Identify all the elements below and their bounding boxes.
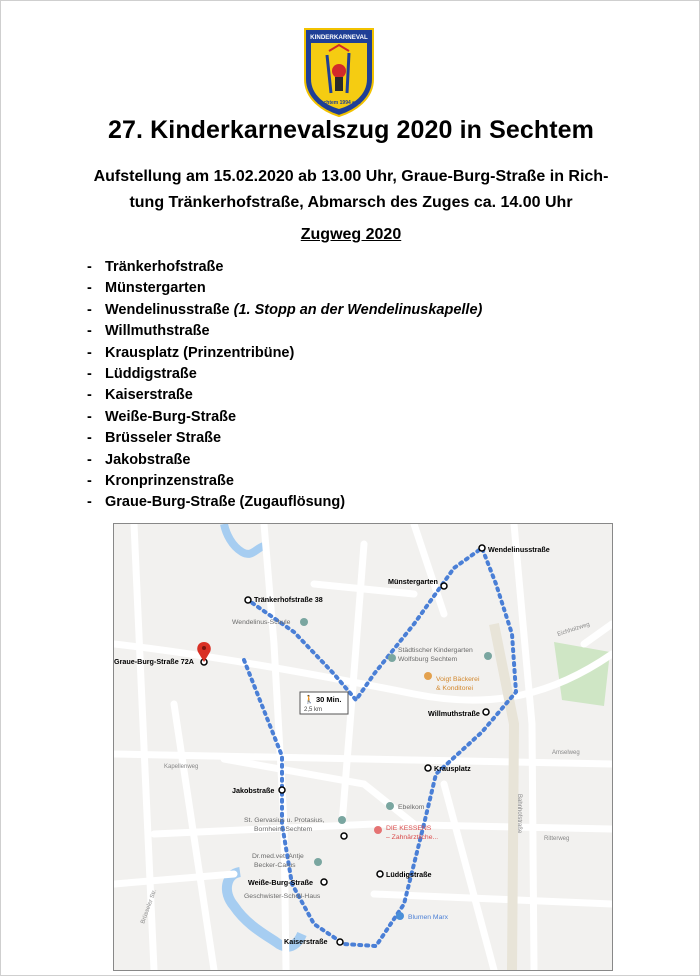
route-street: Kronprinzenstraße <box>105 472 234 489</box>
route-heading: Zugweg 2020 <box>300 226 402 243</box>
school-icon <box>300 618 308 626</box>
list-dash: - <box>87 259 92 275</box>
walk-distance: 2,5 km <box>304 707 323 713</box>
subtitle-line-2: tung Tränkerhofstraße, Abmarsch des Zuges ca. 14.00 Uhr <box>129 194 573 211</box>
route-item <box>87 257 482 278</box>
map-label-weisseburg: Weiße-Burg-Straße <box>248 878 313 887</box>
route-item <box>87 450 482 471</box>
poi-ebelkom: Ebelkom <box>398 804 425 811</box>
route-street: Willmuthstraße <box>105 323 210 340</box>
street-amsel: Amselweg <box>552 750 580 756</box>
kindergarten-icon <box>484 652 492 660</box>
route-item <box>87 385 482 406</box>
list-dash: - <box>87 301 92 318</box>
poi-blumen: Blumen Marx <box>408 914 449 921</box>
poi-kita-2: Wolfsburg Sechtem <box>398 656 458 663</box>
map-label-kaiser: Kaiserstraße <box>284 937 328 946</box>
waypoint-dot <box>425 765 431 771</box>
map-label-muenstergarten: Münstergarten <box>388 577 438 586</box>
route-street: Lüddigstraße <box>105 365 197 382</box>
route-map <box>113 523 613 971</box>
poi-kirche-1: St. Gervasius u. Protasius, <box>244 817 325 824</box>
walk-time: 30 Min. <box>316 695 342 704</box>
waypoint-dot <box>483 709 489 715</box>
waypoint-dot <box>441 583 447 589</box>
waypoint-dot <box>279 787 285 793</box>
map-label-willmuth: Willmuthstraße <box>428 709 480 718</box>
poi-kita-1: Städtischer Kindergarten <box>398 647 473 654</box>
poi-tierarzt-1: Dr.med.vet. Antje <box>252 853 304 860</box>
route-item <box>87 407 482 428</box>
church-icon <box>338 816 346 824</box>
map-label-jakob: Jakobstraße <box>232 786 275 795</box>
poi-tierarzt-2: Becker-Carus <box>254 862 296 869</box>
page-title: 27. Kinderkarnevalszug 2020 in Sechtem <box>108 116 594 144</box>
list-dash: - <box>87 408 92 425</box>
route-street: Krausplatz (Prinzentribüne) <box>105 344 295 361</box>
route-item <box>87 300 482 321</box>
waypoint-dot <box>479 545 485 551</box>
map-label-krausplatz: Krausplatz <box>434 764 471 773</box>
map-label-lueddig: Lüddigstraße <box>386 870 432 879</box>
route-item <box>87 428 482 449</box>
walk-time-badge <box>300 692 348 714</box>
street-kapellenweg: Kapellenweg <box>164 764 199 770</box>
route-item <box>87 492 482 513</box>
list-dash: - <box>87 472 92 489</box>
street-bruesseler: Brüsseler Str. <box>140 888 159 925</box>
route-item <box>87 278 482 299</box>
route-street: Wendelinusstraße <box>105 301 230 318</box>
list-dash: - <box>87 430 92 447</box>
map-canvas <box>114 524 612 970</box>
list-dash: - <box>87 451 92 468</box>
route-street: Graue-Burg-Straße (Zugauflösung) <box>105 494 346 511</box>
route-item <box>87 364 482 385</box>
route-street: Jakobstraße <box>105 451 191 468</box>
map-label-wendelinus: Wendelinusstraße <box>488 545 550 554</box>
subtitle-line-1: Aufstellung am 15.02.2020 ab 13.00 Uhr, Graue-Burg-Straße in Rich- <box>93 168 609 185</box>
poi-wendelinus-schule: Wendelinus-Schule <box>232 619 291 626</box>
kindergarten-pin-icon <box>388 654 396 662</box>
route-street: Weiße-Burg-Straße <box>105 408 237 425</box>
list-dash: - <box>87 387 92 404</box>
list-dash: - <box>87 280 92 297</box>
club-logo <box>303 27 375 117</box>
shop-icon <box>386 802 394 810</box>
route-street: Brüsseler Straße <box>105 430 222 447</box>
list-dash: - <box>87 365 92 382</box>
waypoint-dot <box>377 871 383 877</box>
waypoint-dot <box>337 939 343 945</box>
route-street: Tränkerhofstraße <box>105 259 224 275</box>
map-label-graueburg: Graue-Burg-Straße 72A <box>114 657 194 666</box>
subtitle <box>61 164 641 216</box>
route-list <box>87 257 482 514</box>
street-bahnhofstr: Bahnhofstraße <box>516 794 522 834</box>
logo-bottom-text: Sechtem 1994 e.V. <box>317 100 361 106</box>
walk-icon: 🚶 <box>304 695 314 704</box>
route-street: Kaiserstraße <box>105 387 193 404</box>
waypoint-dot <box>321 879 327 885</box>
list-dash: - <box>87 323 92 340</box>
poi-kirche-2: Bornheim-Sechtem <box>254 826 313 833</box>
route-item <box>87 321 482 342</box>
route-item <box>87 471 482 492</box>
poi-scholl: Geschwister-Scholl-Haus <box>244 893 321 900</box>
street-ritterweg: Ritterweg <box>544 836 570 842</box>
route-item <box>87 343 482 364</box>
poi-kessens-2: – Zahnärztliche... <box>386 834 439 841</box>
list-dash: - <box>87 344 92 361</box>
logo-top-text: KINDERKARNEVAL <box>310 34 368 41</box>
waypoint-dot <box>245 597 251 603</box>
flower-shop-icon <box>396 912 404 920</box>
dentist-icon <box>374 826 382 834</box>
list-dash: - <box>87 494 92 511</box>
street-eichholzweg: Eichholzweg <box>556 621 591 638</box>
poi-kessens-1: DIE KESSENS <box>386 825 432 832</box>
waypoint-dot <box>341 833 347 839</box>
route-note: (1. Stopp an der Wendelinuskapelle) <box>233 301 483 318</box>
route-street: Münstergarten <box>105 280 206 297</box>
vet-icon <box>314 858 322 866</box>
map-label-traenkerhof: Tränkerhofstraße 38 <box>254 595 323 604</box>
bakery-icon <box>424 672 432 680</box>
poi-baeckerei-2: & Konditorei <box>436 685 474 692</box>
poi-baeckerei-1: Voigt Bäckerei <box>436 676 480 683</box>
